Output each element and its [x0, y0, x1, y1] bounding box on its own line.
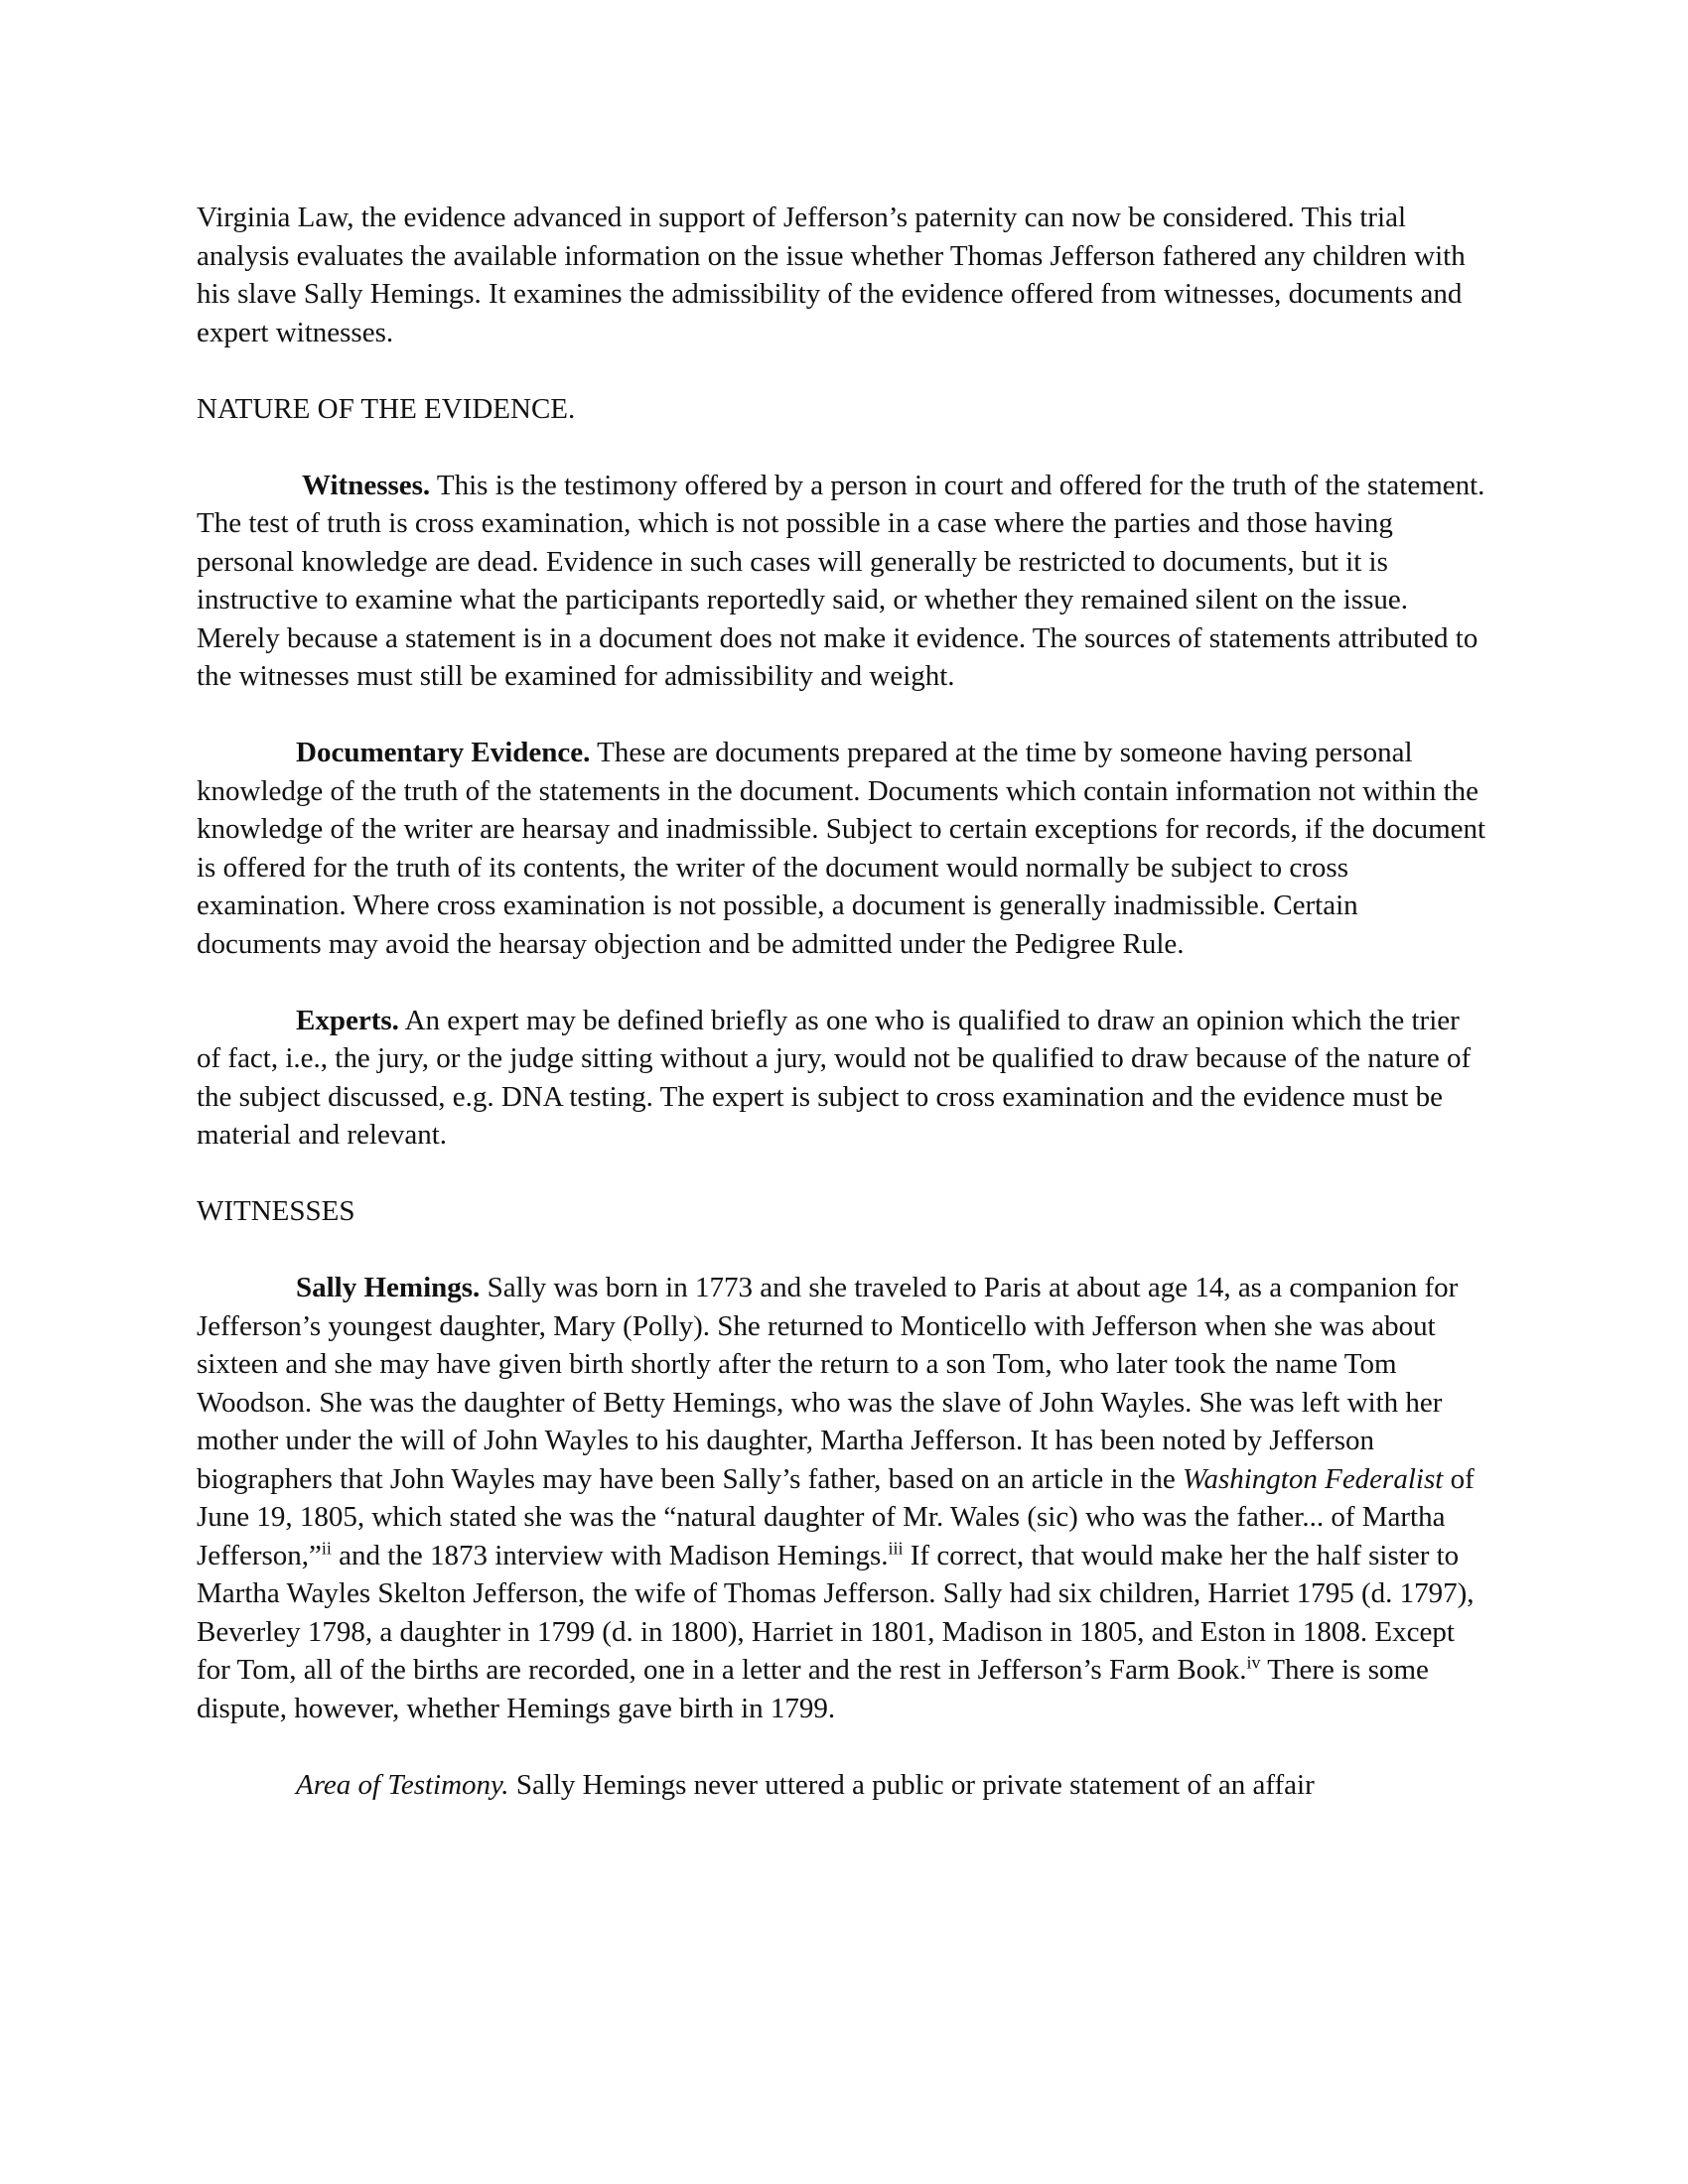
- experts-text: An expert may be defined briefly as one who is qualified to draw an opinion which the trier of fact, i.e., the jury, or the judge sitting without a jury, would not be qualified to draw because of the nature of the subject discussed, e.g. DNA testing. The expert is subject to cross examination and the evidence must be material and relevant.: [197, 1004, 1472, 1151]
- endnote-ref-ii[interactable]: ii: [321, 1537, 332, 1558]
- area-of-testimony-paragraph: [197, 1766, 1489, 1805]
- documentary-evidence-text: These are documents prepared at the time by someone having personal knowledge of the truth of the statements in the document. Documents which contain information not within the knowledge of the writer are hearsay and inadmissible. Subject to certain exceptions for records, if the document is offered for the truth of its contents, the writer of the document would normally be subject to cross examination. Where cross examination is not possible, a document is generally inadmissible. Certain documents may avoid the hearsay objection and be admitted under the Pedigree Rule.: [197, 737, 1486, 960]
- witnesses-definition-paragraph: [197, 467, 1489, 696]
- witnesses-term: Witnesses.: [302, 469, 431, 501]
- section-heading-nature: [197, 390, 1489, 429]
- witnesses-heading-text: WITNESSES: [197, 1195, 355, 1227]
- nature-heading-text: NATURE OF THE EVIDENCE.: [197, 392, 576, 425]
- experts-term: Experts.: [296, 1004, 399, 1036]
- sally-text-part-5: There is some dispute, however, whether Hemings gave birth in 1799.: [197, 1654, 1429, 1724]
- sally-text-part-2: of June 19, 1805, which stated she was the “natural daughter of Mr. Wales (sic) who was the father... of Martha Jefferson,”: [197, 1462, 1475, 1571]
- intro-text: Virginia Law, the evidence advanced in support of Jefferson’s paternity can now be considered. This trial analysis evaluates the available information on the issue whether Thomas Jefferson fathered any children with his slave Sally Hemings. It examines the admissibility of the evidence offered from witnesses, documents and expert witnesses.: [197, 202, 1466, 348]
- sally-text-part-3: and the 1873 interview with Madison Hemings.: [331, 1539, 889, 1571]
- section-heading-witnesses: [197, 1192, 1489, 1231]
- experts-paragraph: [197, 1002, 1489, 1155]
- endnote-ref-iii[interactable]: iii: [888, 1537, 904, 1558]
- area-of-testimony-term: Area of Testimony.: [296, 1768, 509, 1801]
- area-of-testimony-text: Sally Hemings never uttered a public or private statement of an affair: [508, 1768, 1315, 1801]
- sally-text-part-4: If correct, that would make her the half sister to Martha Wayles Skelton Jefferson, the wife of Thomas Jefferson. Sally had six children, Harriet 1795 (d. 1797), Beverley 1798, a daughter in 1799 (d. in 1800), Harriet in 1801, Madison in 1805, and Eston in 1808. Except for Tom, all of the births are recorded, one in a letter and the rest in Jefferson’s Farm Book.: [197, 1539, 1475, 1686]
- sally-text-part-1: Sally was born in 1773 and she traveled to Paris at about age 14, as a companion for Jefferson’s youngest daughter, Mary (Polly). She returned to Monticello with Jefferson when she was about sixteen and she may have given birth shortly after the return to a son Tom, who later took the name Tom Woodson. She was the daughter of Betty Hemings, who was the slave of John Wayles. She was left with her mother under the will of John Wayles to his daughter, Martha Jefferson. It has been noted by Jefferson biographers that John Wayles may have been Sally’s father, based on an article in the: [197, 1272, 1459, 1495]
- witnesses-definition-text: This is the testimony offered by a person in court and offered for the truth of the statement. The test of truth is cross examination, which is not possible in a case where the parties and those having personal knowledge are dead. Evidence in such cases will generally be restricted to documents, but it is instructive to examine what the participants reportedly said, or whether they remained silent on the issue. Merely because a statement is in a document does not make it evidence. The sources of statements attributed to the witnesses must still be examined for admissibility and weight.: [197, 469, 1485, 692]
- documentary-evidence-term: Documentary Evidence.: [296, 737, 591, 768]
- sally-hemings-term: Sally Hemings.: [296, 1272, 481, 1303]
- endnote-ref-iv[interactable]: iv: [1246, 1652, 1261, 1673]
- intro-paragraph: [197, 199, 1489, 351]
- documentary-evidence-paragraph: [197, 734, 1489, 963]
- publication-title: Washington Federalist: [1182, 1462, 1444, 1495]
- sally-hemings-paragraph: [197, 1269, 1489, 1727]
